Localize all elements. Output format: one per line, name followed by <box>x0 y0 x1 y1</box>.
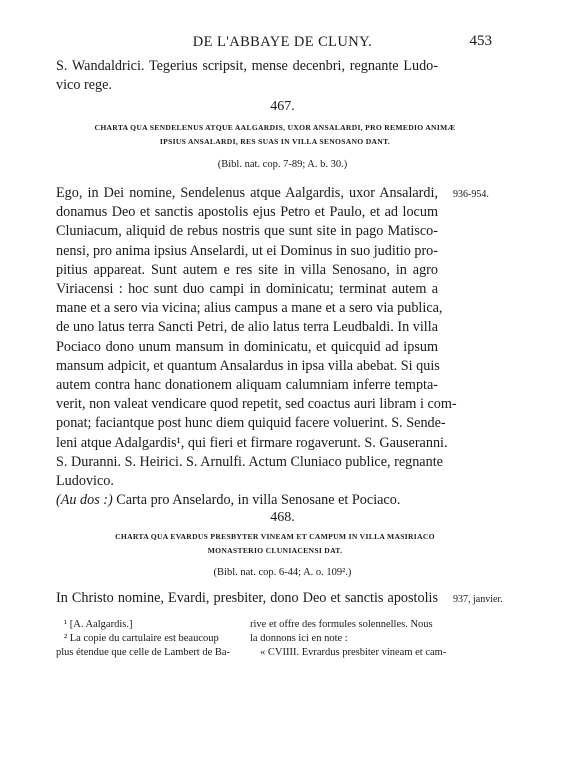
text-line: Viriacensi : hoc sunt duo campi in dominicatu; terminat autem a <box>56 281 438 298</box>
footnote-line: plus étendue que celle de Lambert de Ba- <box>56 647 231 658</box>
text-line: mane et a sero via vicina; alius campus a mane et a sero via publica, <box>56 300 443 317</box>
footnotes-left <box>56 618 246 660</box>
text-line: S. Wandaldrici. Tegerius scripsit, mense decenbri, regnante Ludo- <box>56 58 438 74</box>
charter-body <box>56 589 438 608</box>
source-citation: (Bibl. nat. cop. 7-89; A. b. 30.) <box>217 159 348 170</box>
page-number: 453 <box>469 33 492 49</box>
footnote-line: rive et offre des formules solennelles. Nous <box>250 619 433 630</box>
text-line: S. Duranni. S. Heirici. S. Arnulfi. Actum Cluniaco publice, regnante <box>56 453 443 470</box>
text-line: In Christo nomine, Evardi, presbiter, dono Deo et sanctis apostolis <box>56 590 438 606</box>
charter-body <box>56 184 457 510</box>
text-line: Cluniacum, aliquid de rebus nostris que sunt site in pago Matisco- <box>56 223 438 240</box>
charter-heading <box>40 530 510 558</box>
heading-line: IPSIUS ANSALARDI, RES SUAS IN VILLA SENOSANO DANT. <box>159 137 391 146</box>
text-line: leni atque Adalgardis¹, qui fieri et firmare rogaverunt. S. Gauseranni. <box>56 434 448 451</box>
text-line: Ego, in Dei nomine, Sendelenus atque Aalgardis, uxor Ansalardi, <box>56 185 438 201</box>
footnote-line: ¹ [A. Aalgardis.] <box>64 619 133 630</box>
text-line: Pociaco dono unum mansum in dominicatu, et quicquid ad ipsum <box>56 338 438 355</box>
dorse-label: (Au dos :) <box>56 492 113 509</box>
margin-date: 936-954. <box>453 189 489 200</box>
text-line: Ludovico. <box>56 473 114 490</box>
running-header: DE L'ABBAYE DE CLUNY. <box>192 34 373 50</box>
footnote-line: « CVIIII. Evrardus presbiter vineam et cam- <box>260 647 447 658</box>
heading-line: CHARTA QUA SENDELENUS ATQUE AALGARDIS, UXOR ANSALARDI, PRO REMEDIO ANIMÆ <box>94 123 456 132</box>
footnote-line: ² La copie du cartulaire est beaucoup <box>64 633 219 644</box>
text-line: vico rege. <box>56 77 112 94</box>
dorse-text: Carta pro Anselardo, in villa Senosane et Pociaco. <box>112 492 401 509</box>
text-line: de uno latus terra Sancti Petri, de alio latus terra Leudbaldi. In villa <box>56 319 438 336</box>
charter-number: 468. <box>270 510 295 525</box>
text-line: donamus Deo et sanctis apostolis ejus Petro et Paulo, et ad locum <box>56 204 438 221</box>
text-line: autem contra hanc donationem aliquam calumniam inferre tempta- <box>56 377 438 394</box>
heading-line: CHARTA QUA EVARDUS PRESBYTER VINEAM ET CAMPUM IN VILLA MASIRIACO <box>115 532 435 541</box>
footnote-line: la donnons ici en note : <box>250 633 348 644</box>
text-line: ponat; faciantque post hunc diem quiquid facere voluerint. S. Sende- <box>56 415 446 432</box>
text-line: pitius appareat. Sunt autem e res site in villa Senosano, in agro <box>56 261 438 278</box>
footnotes-right <box>250 618 448 660</box>
charter-heading <box>40 121 510 149</box>
margin-date: 937, janvier. <box>453 594 503 605</box>
charter-number: 467. <box>270 99 295 114</box>
heading-line: MONASTERIO CLUNIACENSI DAT. <box>207 546 343 555</box>
source-citation: (Bibl. nat. cop. 6-44; A. o. 109².) <box>213 567 352 578</box>
dorse-line <box>56 491 438 510</box>
text-line: mansum adpicit, et quantum Ansalardus in ipsa villa abebat. Si quis <box>56 357 440 374</box>
text-line: verit, non valeat vendicare quod repetit, sed coactus auri libram i com- <box>56 396 457 413</box>
continuation-text <box>56 57 438 95</box>
text-line: nensi, pro anima ipsius Anselardi, ut ei Dominus in suo juditio pro- <box>56 242 438 259</box>
